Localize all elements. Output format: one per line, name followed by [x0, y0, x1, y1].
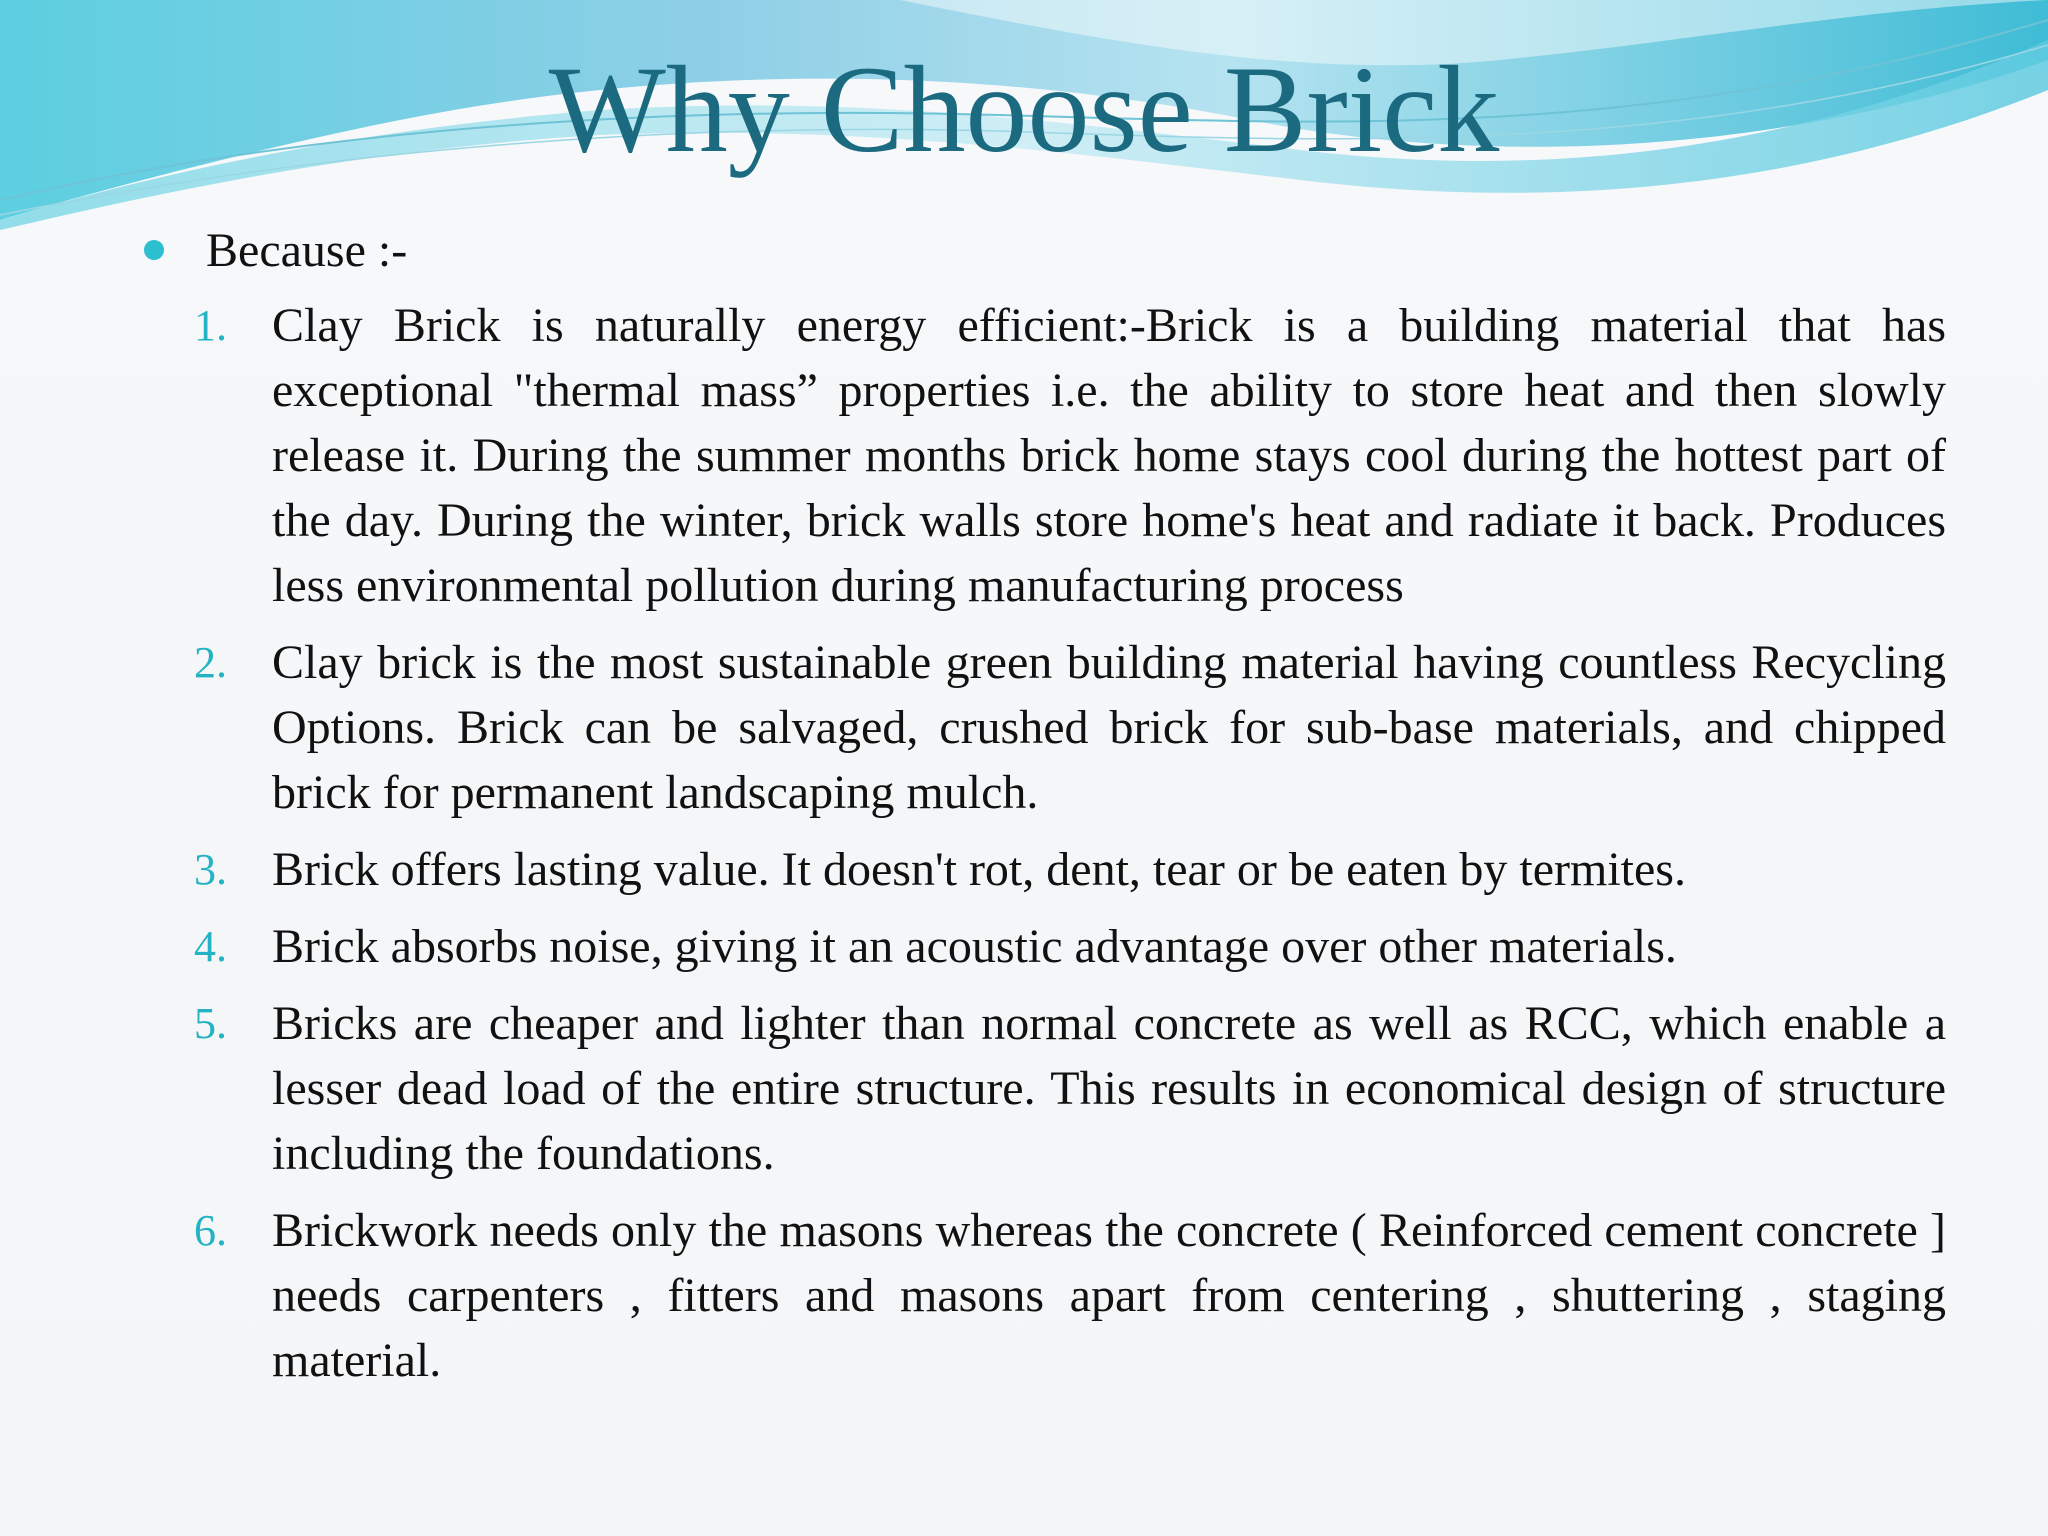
lead-text: Because :- — [206, 223, 408, 277]
reasons-list — [144, 293, 1946, 1393]
slide-content — [144, 215, 1946, 1405]
list-item-number: 4. — [194, 922, 227, 971]
list-item-number: 5. — [194, 999, 227, 1048]
list-item-text: Clay Brick is naturally energy efficient:-Brick is a building material that has exceptional "thermal mass” properties i.e. the ability to store heat and then slowly release it. During the summer months brick home stays cool during the hottest part of the day. During the winter, brick walls store home's heat and radiate it back. Produces less environmental pollution during manufacturing process — [272, 299, 1946, 612]
list-item-text: Brick offers lasting value. It doesn't rot, dent, tear or be eaten by termites. — [272, 843, 1686, 896]
list-item — [144, 837, 1946, 902]
slide-title: Why Choose Brick — [548, 41, 1500, 178]
list-item-text: Clay brick is the most sustainable green building material having countless Recycling Options. Brick can be salvaged, crushed brick for sub-base materials, and chipped brick for permanent landscaping mulch. — [272, 636, 1946, 819]
list-item — [144, 1198, 1946, 1393]
list-item — [144, 293, 1946, 618]
list-item-number: 1. — [194, 301, 227, 350]
list-item-text: Brick absorbs noise, giving it an acoustic advantage over other materials. — [272, 920, 1677, 973]
lead-bullet — [144, 215, 1946, 285]
list-item-number: 2. — [194, 638, 227, 687]
list-item — [144, 630, 1946, 825]
bullet-dot-icon — [144, 240, 164, 260]
list-item — [144, 914, 1946, 979]
list-item-number: 3. — [194, 845, 227, 894]
list-item-number: 6. — [194, 1206, 227, 1255]
list-item-text: Bricks are cheaper and lighter than normal concrete as well as RCC, which enable a lesser dead load of the entire structure. This results in economical design of structure including the foundations. — [272, 997, 1946, 1180]
list-item-text: Brickwork needs only the masons whereas the concrete ( Reinforced cement concrete ] needs carpenters , fitters and masons apart from centering , shuttering , staging material. — [272, 1204, 1946, 1387]
list-item — [144, 991, 1946, 1186]
